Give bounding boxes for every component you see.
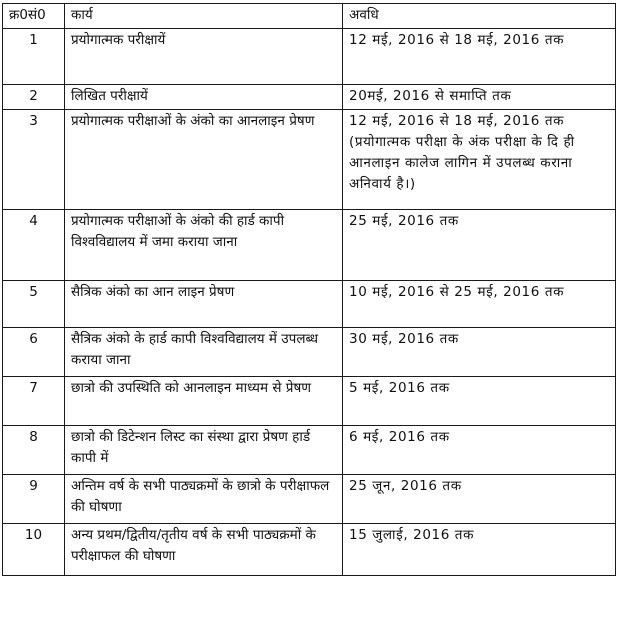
- serial-cell: 7: [3, 377, 65, 426]
- table-row: [3, 281, 616, 328]
- table-row: [3, 110, 616, 210]
- serial-cell: 1: [3, 29, 65, 85]
- table-row: [3, 85, 616, 110]
- duration-cell: 15 जुलाई, 2016 तक: [343, 524, 616, 576]
- task-cell: सैत्रिक अंको के हार्ड कापी विश्वविद्यालय में उपलब्ध कराया जाना: [65, 328, 343, 377]
- serial-cell: 6: [3, 328, 65, 377]
- serial-cell: 10: [3, 524, 65, 576]
- task-cell: प्रयोगात्मक परीक्षाओं के अंको की हार्ड कापी विश्वविद्यालय में जमा कराया जाना: [65, 210, 343, 281]
- exam-schedule-table: [2, 3, 616, 576]
- table-row: [3, 426, 616, 475]
- duration-cell: 25 जून, 2016 तक: [343, 475, 616, 524]
- serial-cell: 9: [3, 475, 65, 524]
- serial-cell: 3: [3, 110, 65, 210]
- table-row: [3, 524, 616, 576]
- duration-cell: 6 मई, 2016 तक: [343, 426, 616, 475]
- task-cell: छात्रो की डिटेन्शन लिस्ट का संस्था द्वारा प्रेषण हार्ड कापी में: [65, 426, 343, 475]
- duration-cell: 20मई, 2016 से समाप्ति तक: [343, 85, 616, 110]
- duration-cell: 5 मई, 2016 तक: [343, 377, 616, 426]
- task-cell: छात्रो की उपस्थिति को आनलाइन माध्यम से प्रेषण: [65, 377, 343, 426]
- duration-cell: 12 मई, 2016 से 18 मई, 2016 तक: [343, 29, 616, 85]
- serial-cell: 4: [3, 210, 65, 281]
- duration-cell: 12 मई, 2016 से 18 मई, 2016 तक (प्रयोगात्मक परीक्षा के अंक परीक्षा के दि ही आनलाइन कालेज लागिन में उपलब्ध कराना अनिवार्य है।): [343, 110, 616, 210]
- header-task: कार्य: [65, 4, 343, 29]
- task-cell: प्रयोगात्मक परीक्षायें: [65, 29, 343, 85]
- header-duration: अवधि: [343, 4, 616, 29]
- duration-cell: 10 मई, 2016 से 25 मई, 2016 तक: [343, 281, 616, 328]
- serial-cell: 5: [3, 281, 65, 328]
- task-cell: अन्तिम वर्ष के सभी पाठ्यक्रमों के छात्रो के परीक्षाफल की घोषणा: [65, 475, 343, 524]
- duration-cell: 30 मई, 2016 तक: [343, 328, 616, 377]
- serial-cell: 2: [3, 85, 65, 110]
- table-row: [3, 475, 616, 524]
- task-cell: अन्य प्रथम/द्वितीय/तृतीय वर्ष के सभी पाठ्यक्रमों के परीक्षाफल की घोषणा: [65, 524, 343, 576]
- serial-cell: 8: [3, 426, 65, 475]
- table-row: [3, 328, 616, 377]
- header-serial: क्र0सं0: [3, 4, 65, 29]
- duration-cell: 25 मई, 2016 तक: [343, 210, 616, 281]
- task-cell: सैत्रिक अंको का आन लाइन प्रेषण: [65, 281, 343, 328]
- task-cell: लिखित परीक्षायें: [65, 85, 343, 110]
- table-row: [3, 210, 616, 281]
- table-header-row: [3, 4, 616, 29]
- table-row: [3, 377, 616, 426]
- table-row: [3, 29, 616, 85]
- task-cell: प्रयोगात्मक परीक्षाओं के अंको का आनलाइन प्रेषण: [65, 110, 343, 210]
